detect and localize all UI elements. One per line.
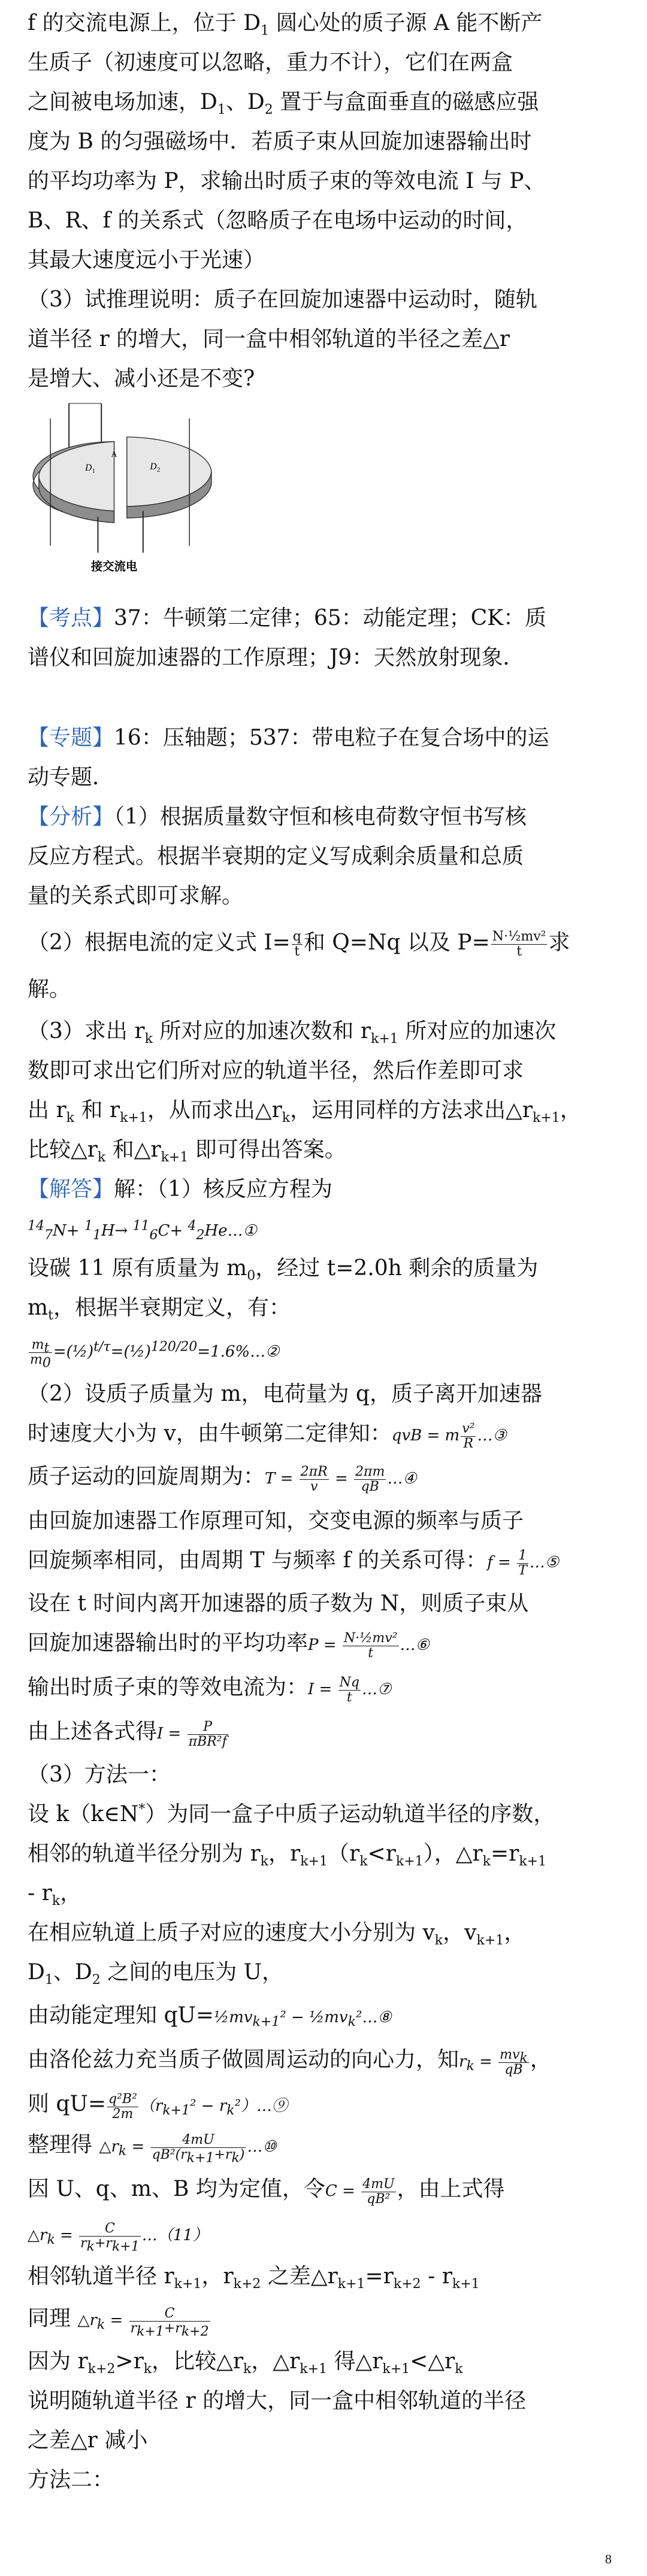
text-line: f 的交流电源上，位于 $D_1$ 圆心处的质子源 A 能不断产 (28, 11, 543, 39)
text-line: （3）试推理说明：质子在回旋加速器中运动时，随轨 (28, 287, 537, 312)
text-line: 道半径 r 的增大，同一盒中相邻轨道的半径之差△r (28, 327, 510, 351)
jieda-line: $m_t$，根据半衰期定义，有： (28, 1295, 291, 1324)
jieda-line: - $r_k$， (28, 1881, 82, 1909)
text-line: 生质子（初速度可以忽略，重力不计），它们在两盒 (28, 50, 513, 75)
fenxi-line: （2）根据电流的定义式 I= $\frac{q}{t}$ 和 Q=Nq 以及 P= $\frac{\text{N·½mv²}}{t}$ 求 (28, 929, 570, 959)
jieda-line: 因 U、q、m、B 均为定值，令C = $\frac{4mU}{\text{qB²}}$ ，由上式得 (28, 2176, 505, 2207)
jieda-line: 由动能定理知 $qU=\frac{1}{2}mv_{k+1}^2$ − $\frac{1}{2}mv_k^2\dots ⑧$ (28, 2003, 392, 2030)
svg-text:2: 2 (157, 466, 161, 474)
source-a-label: A (111, 449, 117, 459)
jieda-line: $\triangle r_k$ = $\frac{C}{r_k+r_{k+1}}$ …（11） (28, 2220, 208, 2254)
fenxi-line: 解。 (28, 977, 71, 1002)
kaodian-line: 【考点】37：牛顿第二定律；65：动能定理；CK：质 (28, 606, 547, 630)
text-line: B、R、f 的关系式（忽略质子在电场中运动的时间， (28, 208, 528, 233)
d1-label: D (85, 463, 92, 473)
jieda-line: 输出时质子束的等效电流为：I = $\frac{Nq}{t}$ …⑦ (28, 1674, 392, 1705)
text-line: 是增大、减小还是不变? (28, 366, 255, 391)
jieda-line: 相邻的轨道半径分别为 $r_k$，$r_{k+1}(r_k<r_{k+1})$，$\triangle r_k=r_{k+1}$ (28, 1841, 547, 1870)
jieda-line: 之差△r 减小 (28, 2428, 148, 2453)
jieda-line: 同理 $\triangle r_k$ = $\frac{C}{r_{k+1}+r_{k+2}}$ (28, 2305, 209, 2339)
jieda-line: 由上述各式得I = $\frac{P}{\text{πBR²f}}$ (28, 1719, 227, 1749)
jieda-line: 质子运动的回旋周期为：T = $\frac{2\pi R}{v}$ = $\frac{2\pi m}{qB}$ …④ (28, 1464, 417, 1494)
fenxi-line: 量的关系式即可求解。 (28, 884, 244, 908)
fenxi-line: 反应方程式。根据半衰期的定义写成剩余质量和总质 (28, 844, 524, 869)
jieda-line: 方法二： (28, 2468, 114, 2492)
jieda-line: 则 qU= $\frac{\text{q²B²}}{2m}$ （$r_{k+1}^2$ − $r_k^2)\dots ⑨$ (28, 2091, 288, 2122)
d2-label: D (150, 462, 157, 472)
jieda-line: $\frac{m_t}{m_0}$ =(½)$^{t/\tau}$=(½)$^{120/20}$=1.6%…② (30, 1337, 280, 1370)
fenxi-line: （3）求出 $r_k$ 所对应的加速次数和 $r_{k+1}$ 所对应的加速次 (28, 1019, 557, 1047)
zhuanti-line: 【专题】16：压轴题；537：带电粒子在复合场中的运 (28, 726, 549, 750)
jieda-line: （2）设质子质量为 m，电荷量为 q，质子离开加速器 (28, 1382, 542, 1406)
jieda-line: 在相应轨道上质子对应的速度大小分别为 $v_k$，$v_{k+1}$， (28, 1920, 526, 1949)
fenxi-tag: 【分析】 (28, 805, 114, 829)
figure-caption: 接交流电 (90, 559, 138, 574)
fenxi-line: 出 $r_k$ 和 $r_{k+1}$，从而求出$\triangle r_k$，运用同样的方法求出$\triangle r_{k+1}$， (28, 1098, 582, 1126)
kaodian-tag: 【考点】 (28, 606, 114, 630)
fenxi-line: 【分析】（1）根据质量数守恒和核电荷数守恒书写核 (28, 805, 527, 829)
jieda-line: 由洛伦兹力充当质子做圆周运动的向心力，知$r_k$ = $\frac{mv_k}{qB}$ ， (28, 2047, 552, 2077)
text-line: 的平均功率为 P，求输出时质子束的等效电流 I 与 P、 (28, 169, 546, 193)
jieda-line: 回旋频率相同，由周期 T 与频率 f 的关系可得：f = $\frac{1}{T}$ …⑤ (28, 1548, 560, 1578)
page-number: 8 (605, 2551, 612, 2566)
jieda-line: 由回旋加速器工作原理可知，交变电源的频率与质子 (28, 1509, 524, 1533)
jieda-line: 相邻轨道半径 $r_{k+1}$，$r_{k+2}$ 之差$\triangle r_{k+1}=r_{k+2} - r_{k+1}$ (28, 2264, 480, 2292)
text-line: 其最大速度远小于光速） (28, 248, 265, 272)
text-line: 之间被电场加速，$D_1$、$D_2$ 置于与盒面垂直的磁感应强 (28, 90, 539, 118)
jieda-line: 【解答】解：（1）核反应方程为 (28, 1177, 332, 1201)
jieda-line: 整理得 $\triangle r_k$ = $\frac{4mU}{qB^2(r_{k+1}+r_k)}$ …⑩ (28, 2132, 277, 2165)
zhuanti-line: 动专题． (28, 765, 114, 790)
cyclotron-figure (24, 401, 222, 575)
kaodian-line: 谱仪和回旋加速器的工作原理；J9：天然放射现象． (28, 645, 525, 670)
jieda-line: 回旋加速器输出时的平均功率P = $\frac{\text{N·½mv²}}{t}$ …⑥ (28, 1630, 430, 1661)
jieda-line: （3）方法一： (28, 1762, 171, 1787)
jieda-tag: 【解答】 (28, 1177, 114, 1201)
text-line: 度为 B 的匀强磁场中．若质子束从回旋加速器输出时 (28, 129, 532, 154)
jieda-line: 设碳 11 原有质量为 $m_0$，经过 t=2.0h 剩余的质量为 (28, 1256, 539, 1284)
jieda-line: 设在 t 时间内离开加速器的质子数为 N，则质子束从 (28, 1591, 529, 1616)
svg-text:1: 1 (92, 468, 96, 475)
jieda-line: $^{14}_7$N+ $^1_1$H→ $^{11}_6$C+ $^4_2$He…① (28, 1218, 257, 1243)
jieda-line: 设 k（k∈N*）为同一盒子中质子运动轨道半径的序数， (28, 1802, 555, 1826)
jieda-line: $D_1$、$D_2$ 之间的电压为 U， (28, 1960, 283, 1988)
jieda-line: 说明随轨道半径 r 的增大，同一盒中相邻轨道的半径 (28, 2389, 527, 2413)
jieda-line: 时速度大小为 v，由牛顿第二定律知：qvB = m $\frac{\text{v²}}{R}$ …③ (28, 1421, 507, 1451)
fenxi-line: 数即可求出它们所对应的轨道半径，然后作差即可求 (28, 1058, 524, 1083)
zhuanti-tag: 【专题】 (28, 726, 114, 750)
fenxi-line: 比较$\triangle r_k$ 和$\triangle r_{k+1}$ 即可得出答案。 (28, 1137, 346, 1166)
jieda-line: 因为 $r_{k+2}>r_k$，比较$\triangle r_k$，$\triangle r_{k+1}$ 得$\triangle r_{k+1}<\triangle r_k$ (28, 2349, 463, 2377)
